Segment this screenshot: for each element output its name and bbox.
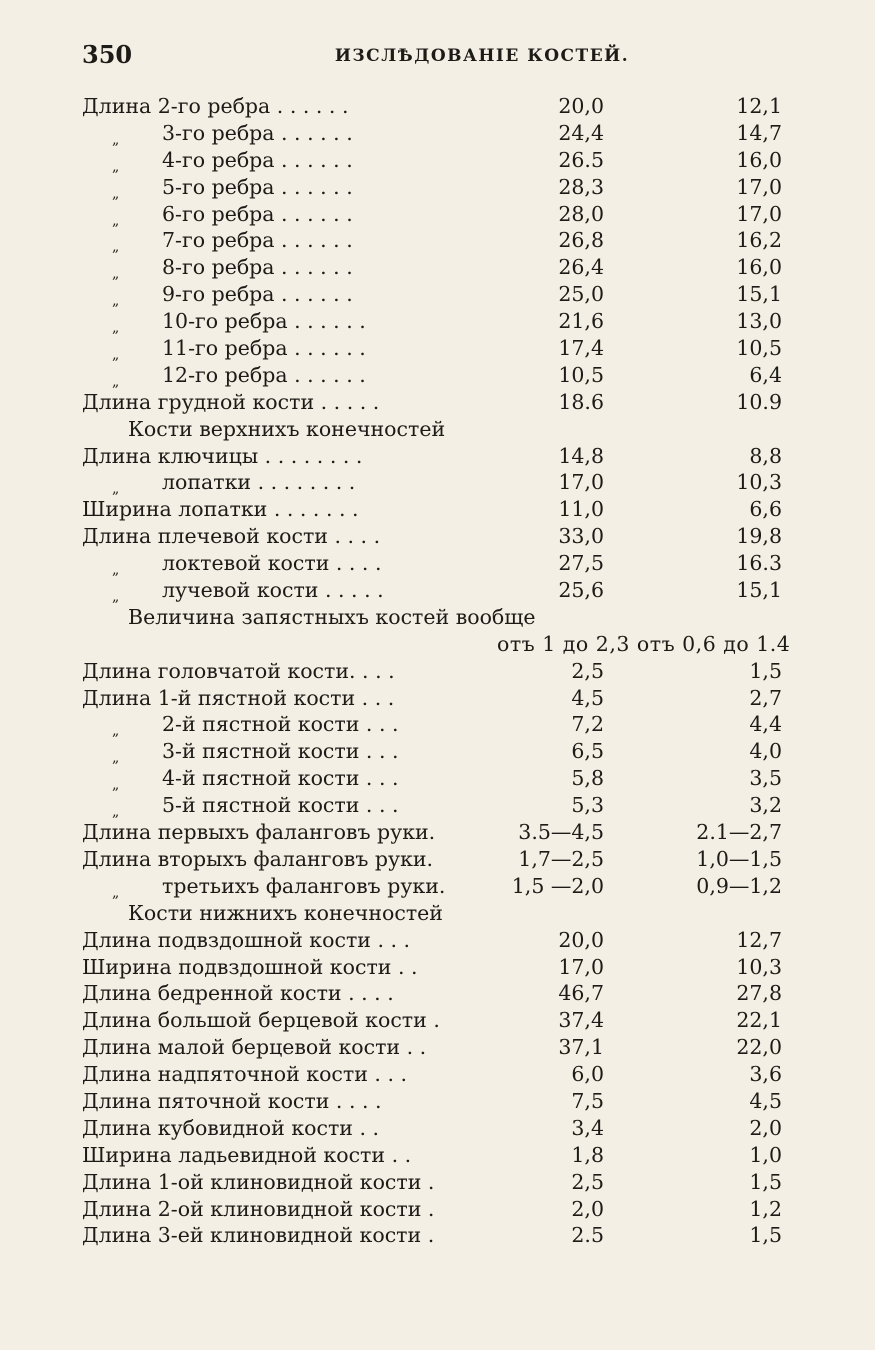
- row-label-text: Длина подвздошной кости . . .: [82, 927, 411, 952]
- value-col-2: 10,3: [736, 470, 782, 495]
- row-label-text: Ширина ладьевидной кости . .: [82, 1142, 412, 1167]
- value-col-2: 10,3: [736, 954, 782, 979]
- table-row: [0, 389, 875, 416]
- table-row: [0, 1169, 875, 1196]
- section-heading: [0, 604, 875, 631]
- table-row: [0, 1088, 875, 1115]
- ditto-mark: „: [112, 804, 120, 821]
- table-row: [0, 765, 875, 792]
- row-label-text: Длина 2-ой клиновидной кости .: [82, 1196, 435, 1221]
- table-row: [0, 927, 875, 954]
- row-label-text: 11-го ребра . . . . . .: [162, 336, 366, 361]
- value-col-2: 16,0: [736, 255, 782, 280]
- value-col-2: 15,1: [736, 282, 782, 307]
- value-col-1: 6,5: [571, 739, 604, 764]
- value-col-1: 24,4: [558, 120, 604, 145]
- table-row: [0, 1222, 875, 1249]
- table-row: [0, 362, 875, 389]
- value-col-1: 18.6: [558, 389, 604, 414]
- value-col-1: 4,5: [571, 685, 604, 710]
- table-row: [0, 954, 875, 981]
- row-label: [82, 1115, 492, 1142]
- ditto-mark: „: [112, 347, 120, 364]
- value-col-1: 25,6: [558, 578, 604, 603]
- value-col-1: 28,0: [558, 201, 604, 226]
- table-row: [0, 658, 875, 685]
- value-col-1: 7,5: [571, 1088, 604, 1113]
- value-col-2: 10,5: [736, 336, 782, 361]
- value-col-1: 5,3: [571, 793, 604, 818]
- value-col-1: 2.5: [571, 1223, 604, 1248]
- row-label: [82, 1222, 492, 1249]
- value-col-1: 37,1: [558, 1035, 604, 1060]
- section-title: Величина запястныхъ костей вообще: [128, 604, 536, 629]
- value-col-2: 13,0: [736, 309, 782, 334]
- table-row: [0, 227, 875, 254]
- ditto-mark: „: [112, 131, 120, 148]
- ditto-mark: „: [112, 373, 120, 390]
- table-row: [0, 577, 875, 604]
- value-col-2: 17,0: [736, 201, 782, 226]
- value-col-1: 33,0: [558, 524, 604, 549]
- value-col-1: 46,7: [558, 981, 604, 1006]
- value-col-2: 1,5: [749, 658, 782, 683]
- table-row: [0, 523, 875, 550]
- value-col-1: 2,5: [571, 1169, 604, 1194]
- value-col-2: 16,0: [736, 147, 782, 172]
- section-heading: [0, 900, 875, 927]
- value-col-2: 12,7: [736, 927, 782, 952]
- row-label: [82, 954, 492, 981]
- ditto-mark: „: [112, 777, 120, 794]
- value-col-2: 4,5: [749, 1088, 782, 1113]
- value-col-1: 3.5—4,5: [518, 820, 604, 845]
- table-row: [0, 469, 875, 496]
- row-label-text: 7-го ребра . . . . . .: [162, 228, 353, 253]
- table-row: [0, 873, 875, 900]
- row-label-text: Длина 3-ей клиновидной кости .: [82, 1223, 435, 1248]
- row-label: [82, 927, 492, 954]
- value-col-2: 2,0: [749, 1115, 782, 1140]
- row-label-text: Длина грудной кости . . . . .: [82, 389, 380, 414]
- row-label: [82, 389, 492, 416]
- value-col-2: 1,5: [749, 1223, 782, 1248]
- value-col-1: 6,0: [571, 1062, 604, 1087]
- row-label-text: 4-й пястной кости . . .: [162, 766, 399, 791]
- value-col-1: 10,5: [558, 362, 604, 387]
- value-col-2: 6,6: [749, 497, 782, 522]
- row-label: [82, 93, 492, 120]
- table-row: [0, 201, 875, 228]
- value-col-2: 16.3: [736, 551, 782, 576]
- table-row: [0, 1115, 875, 1142]
- value-col-1: 11,0: [558, 497, 604, 522]
- value-col-2: 17,0: [736, 174, 782, 199]
- value-col-2: 1,0—1,5: [696, 846, 782, 871]
- row-label-text: Длина вторыхъ фаланговъ руки.: [82, 846, 434, 871]
- value-col-1: 17,0: [558, 470, 604, 495]
- running-title: ИЗСЛѢДОВАНІЕ КОСТЕЙ.: [334, 46, 630, 66]
- value-col-2: 1,5: [749, 1169, 782, 1194]
- table-row: [0, 443, 875, 470]
- row-label-text: лопатки . . . . . . . .: [162, 470, 356, 495]
- value-col-1: 25,0: [558, 282, 604, 307]
- value-col-1: 1,8: [571, 1142, 604, 1167]
- value-col-2: 16,2: [736, 228, 782, 253]
- ditto-mark: „: [112, 481, 120, 498]
- table-row: [0, 1061, 875, 1088]
- row-label-text: 5-й пястной кости . . .: [162, 793, 399, 818]
- row-label-text: Длина 1-ой клиновидной кости .: [82, 1169, 435, 1194]
- value-col-1: 27,5: [558, 551, 604, 576]
- value-col-1: 26,8: [558, 228, 604, 253]
- table-row: [0, 1007, 875, 1034]
- row-label: [82, 658, 492, 685]
- section-title: Кости нижнихъ конечностей: [128, 900, 443, 925]
- value-col-1: 5,8: [571, 766, 604, 791]
- row-label-text: Ширина лопатки . . . . . . .: [82, 497, 359, 522]
- row-label: [82, 846, 492, 873]
- value-col-1: 17,0: [558, 954, 604, 979]
- value-col-2: 1,2: [749, 1196, 782, 1221]
- row-label-text: Длина малой берцевой кости . .: [82, 1035, 427, 1060]
- ditto-mark: „: [112, 158, 120, 175]
- value-col-2: 22,0: [736, 1035, 782, 1060]
- range-text: отъ 1 до 2,3 отъ 0,6 до 1.4: [497, 631, 791, 656]
- row-label-text: Длина 1-й пястной кости . . .: [82, 685, 395, 710]
- row-label: [82, 819, 492, 846]
- row-label: [82, 685, 492, 712]
- value-col-1: 37,4: [558, 1008, 604, 1033]
- value-col-2: 4,0: [749, 739, 782, 764]
- value-col-1: 26.5: [558, 147, 604, 172]
- row-label-text: Длина первыхъ фаланговъ руки.: [82, 820, 436, 845]
- table-row: [0, 846, 875, 873]
- row-label-text: 2-й пястной кости . . .: [162, 712, 399, 737]
- row-label: [82, 980, 492, 1007]
- row-label-text: 4-го ребра . . . . . .: [162, 147, 353, 172]
- row-label-text: Длина головчатой кости. . . .: [82, 658, 395, 683]
- ditto-mark: „: [112, 750, 120, 767]
- table-row: [0, 335, 875, 362]
- ditto-mark: „: [112, 293, 120, 310]
- value-col-1: 20,0: [558, 94, 604, 118]
- value-col-2: 8,8: [749, 443, 782, 468]
- ditto-mark: „: [112, 723, 120, 740]
- table-row: [0, 93, 875, 120]
- row-label-text: Длина надпяточной кости . . .: [82, 1062, 408, 1087]
- value-col-1: 14,8: [558, 443, 604, 468]
- row-label-text: 3-го ребра . . . . . .: [162, 120, 353, 145]
- value-col-2: 2.1—2,7: [696, 820, 782, 845]
- row-label-text: Длина плечевой кости . . . .: [82, 524, 381, 549]
- table-row: [0, 711, 875, 738]
- value-col-1: 17,4: [558, 336, 604, 361]
- row-label: [82, 1088, 492, 1115]
- row-label-text: 9-го ребра . . . . . .: [162, 282, 353, 307]
- value-col-2: 1,0: [749, 1142, 782, 1167]
- value-col-1: 7,2: [571, 712, 604, 737]
- row-label: [82, 523, 492, 550]
- value-col-2: 12,1: [736, 94, 782, 118]
- row-label-text: Ширина подвздошной кости . .: [82, 954, 418, 979]
- table-row: [0, 792, 875, 819]
- ditto-mark: „: [112, 212, 120, 229]
- value-col-1: 20,0: [558, 927, 604, 952]
- value-col-1: 28,3: [558, 174, 604, 199]
- value-col-2: 19,8: [736, 524, 782, 549]
- value-col-1: 21,6: [558, 309, 604, 334]
- table-row: [0, 174, 875, 201]
- page-header: [82, 40, 802, 80]
- value-col-1: 26,4: [558, 255, 604, 280]
- ditto-mark: „: [112, 562, 120, 579]
- row-label-text: 8-го ребра . . . . . .: [162, 255, 353, 280]
- value-col-2: 6,4: [749, 362, 782, 387]
- row-label: [82, 1007, 492, 1034]
- table-row: [0, 550, 875, 577]
- measurement-table: [0, 93, 875, 1249]
- value-col-2: 10.9: [736, 389, 782, 414]
- row-label-text: Длина большой берцевой кости .: [82, 1008, 440, 1033]
- value-col-1: 1,5 —2,0: [511, 873, 604, 898]
- row-label-text: 10-го ребра . . . . . .: [162, 309, 366, 334]
- value-col-2: 2,7: [749, 685, 782, 710]
- ditto-mark: „: [112, 185, 120, 202]
- row-label-text: лучевой кости . . . . .: [162, 578, 384, 603]
- value-col-2: 3,2: [749, 793, 782, 818]
- table-row: [0, 685, 875, 712]
- table-row: [0, 1142, 875, 1169]
- table-row: [0, 980, 875, 1007]
- table-row: [0, 1034, 875, 1061]
- table-row: [0, 120, 875, 147]
- table-row: [0, 254, 875, 281]
- value-col-2: 27,8: [736, 981, 782, 1006]
- row-label: [82, 443, 492, 470]
- row-label-text: Длина бедренной кости . . . .: [82, 981, 394, 1006]
- row-label-text: 5-го ребра . . . . . .: [162, 174, 353, 199]
- section-heading: [0, 416, 875, 443]
- row-label-text: Длина пяточной кости . . . .: [82, 1088, 382, 1113]
- value-col-2: 3,5: [749, 766, 782, 791]
- row-label: [82, 1196, 492, 1223]
- table-row: [0, 281, 875, 308]
- ditto-mark: „: [112, 239, 120, 256]
- row-label: [82, 496, 492, 523]
- row-label-text: Длина кубовидной кости . .: [82, 1115, 380, 1140]
- range-row: [0, 631, 875, 658]
- table-row: [0, 1196, 875, 1223]
- row-label-text: 6-го ребра . . . . . .: [162, 201, 353, 226]
- table-row: [0, 819, 875, 846]
- table-row: [0, 147, 875, 174]
- ditto-mark: „: [112, 320, 120, 337]
- value-col-2: 3,6: [749, 1062, 782, 1087]
- row-label-text: 3-й пястной кости . . .: [162, 739, 399, 764]
- ditto-mark: „: [112, 266, 120, 283]
- row-label-text: третьихъ фаланговъ руки.: [162, 873, 446, 898]
- value-col-1: 3,4: [571, 1115, 604, 1140]
- table-row: [0, 738, 875, 765]
- row-label-text: локтевой кости . . . .: [162, 551, 382, 576]
- ditto-mark: „: [112, 884, 120, 901]
- ditto-mark: „: [112, 589, 120, 606]
- row-label-text: Длина 2-го ребра . . . . . .: [82, 94, 349, 118]
- row-label-text: Длина ключицы . . . . . . . .: [82, 443, 363, 468]
- row-label: [82, 1142, 492, 1169]
- row-label-text: 12-го ребра . . . . . .: [162, 362, 366, 387]
- page-number: 350: [82, 40, 133, 69]
- value-col-1: 2,0: [571, 1196, 604, 1221]
- value-col-2: 4,4: [749, 712, 782, 737]
- row-label: [82, 1169, 492, 1196]
- section-title: Кости верхнихъ конечностей: [128, 416, 446, 441]
- value-col-2: 22,1: [736, 1008, 782, 1033]
- table-row: [0, 496, 875, 523]
- value-col-2: 0,9—1,2: [696, 873, 782, 898]
- value-col-2: 14,7: [736, 120, 782, 145]
- row-label: [82, 1034, 492, 1061]
- value-col-2: 15,1: [736, 578, 782, 603]
- row-label: [82, 1061, 492, 1088]
- value-col-1: 2,5: [571, 658, 604, 683]
- value-col-1: 1,7—2,5: [518, 846, 604, 871]
- table-row: [0, 308, 875, 335]
